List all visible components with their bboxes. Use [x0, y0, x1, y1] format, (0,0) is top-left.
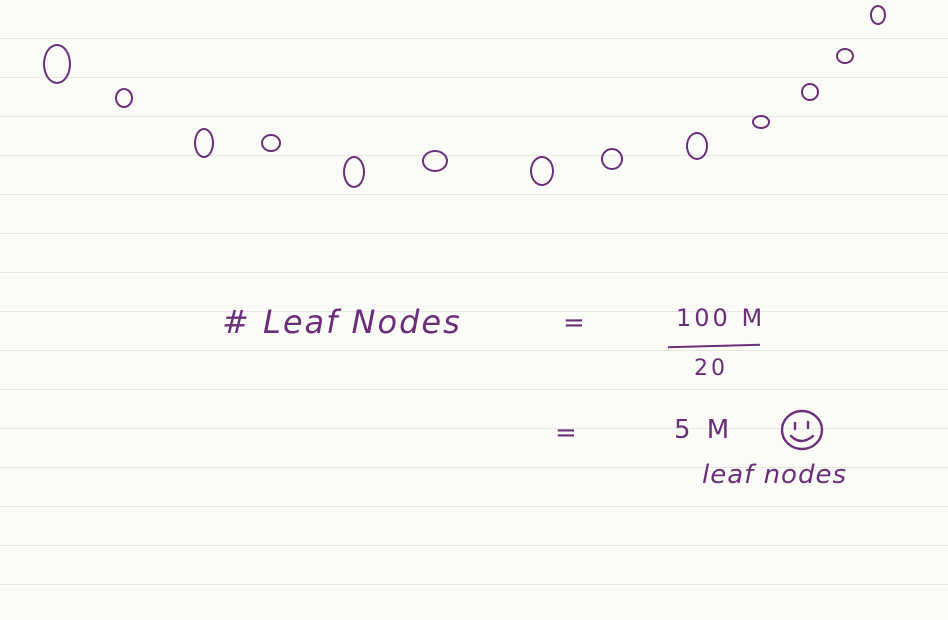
smiley-face-icon [782, 411, 822, 449]
equals-sign: = [555, 418, 577, 448]
fraction-numerator: 100 M [676, 304, 766, 332]
result-value: 5 M [674, 415, 734, 445]
result-caption: leaf nodes [702, 460, 848, 490]
equals-sign: = [563, 308, 585, 338]
leaf-nodes-label: # Leaf Nodes [222, 303, 462, 341]
fraction-denominator: 20 [694, 356, 728, 381]
